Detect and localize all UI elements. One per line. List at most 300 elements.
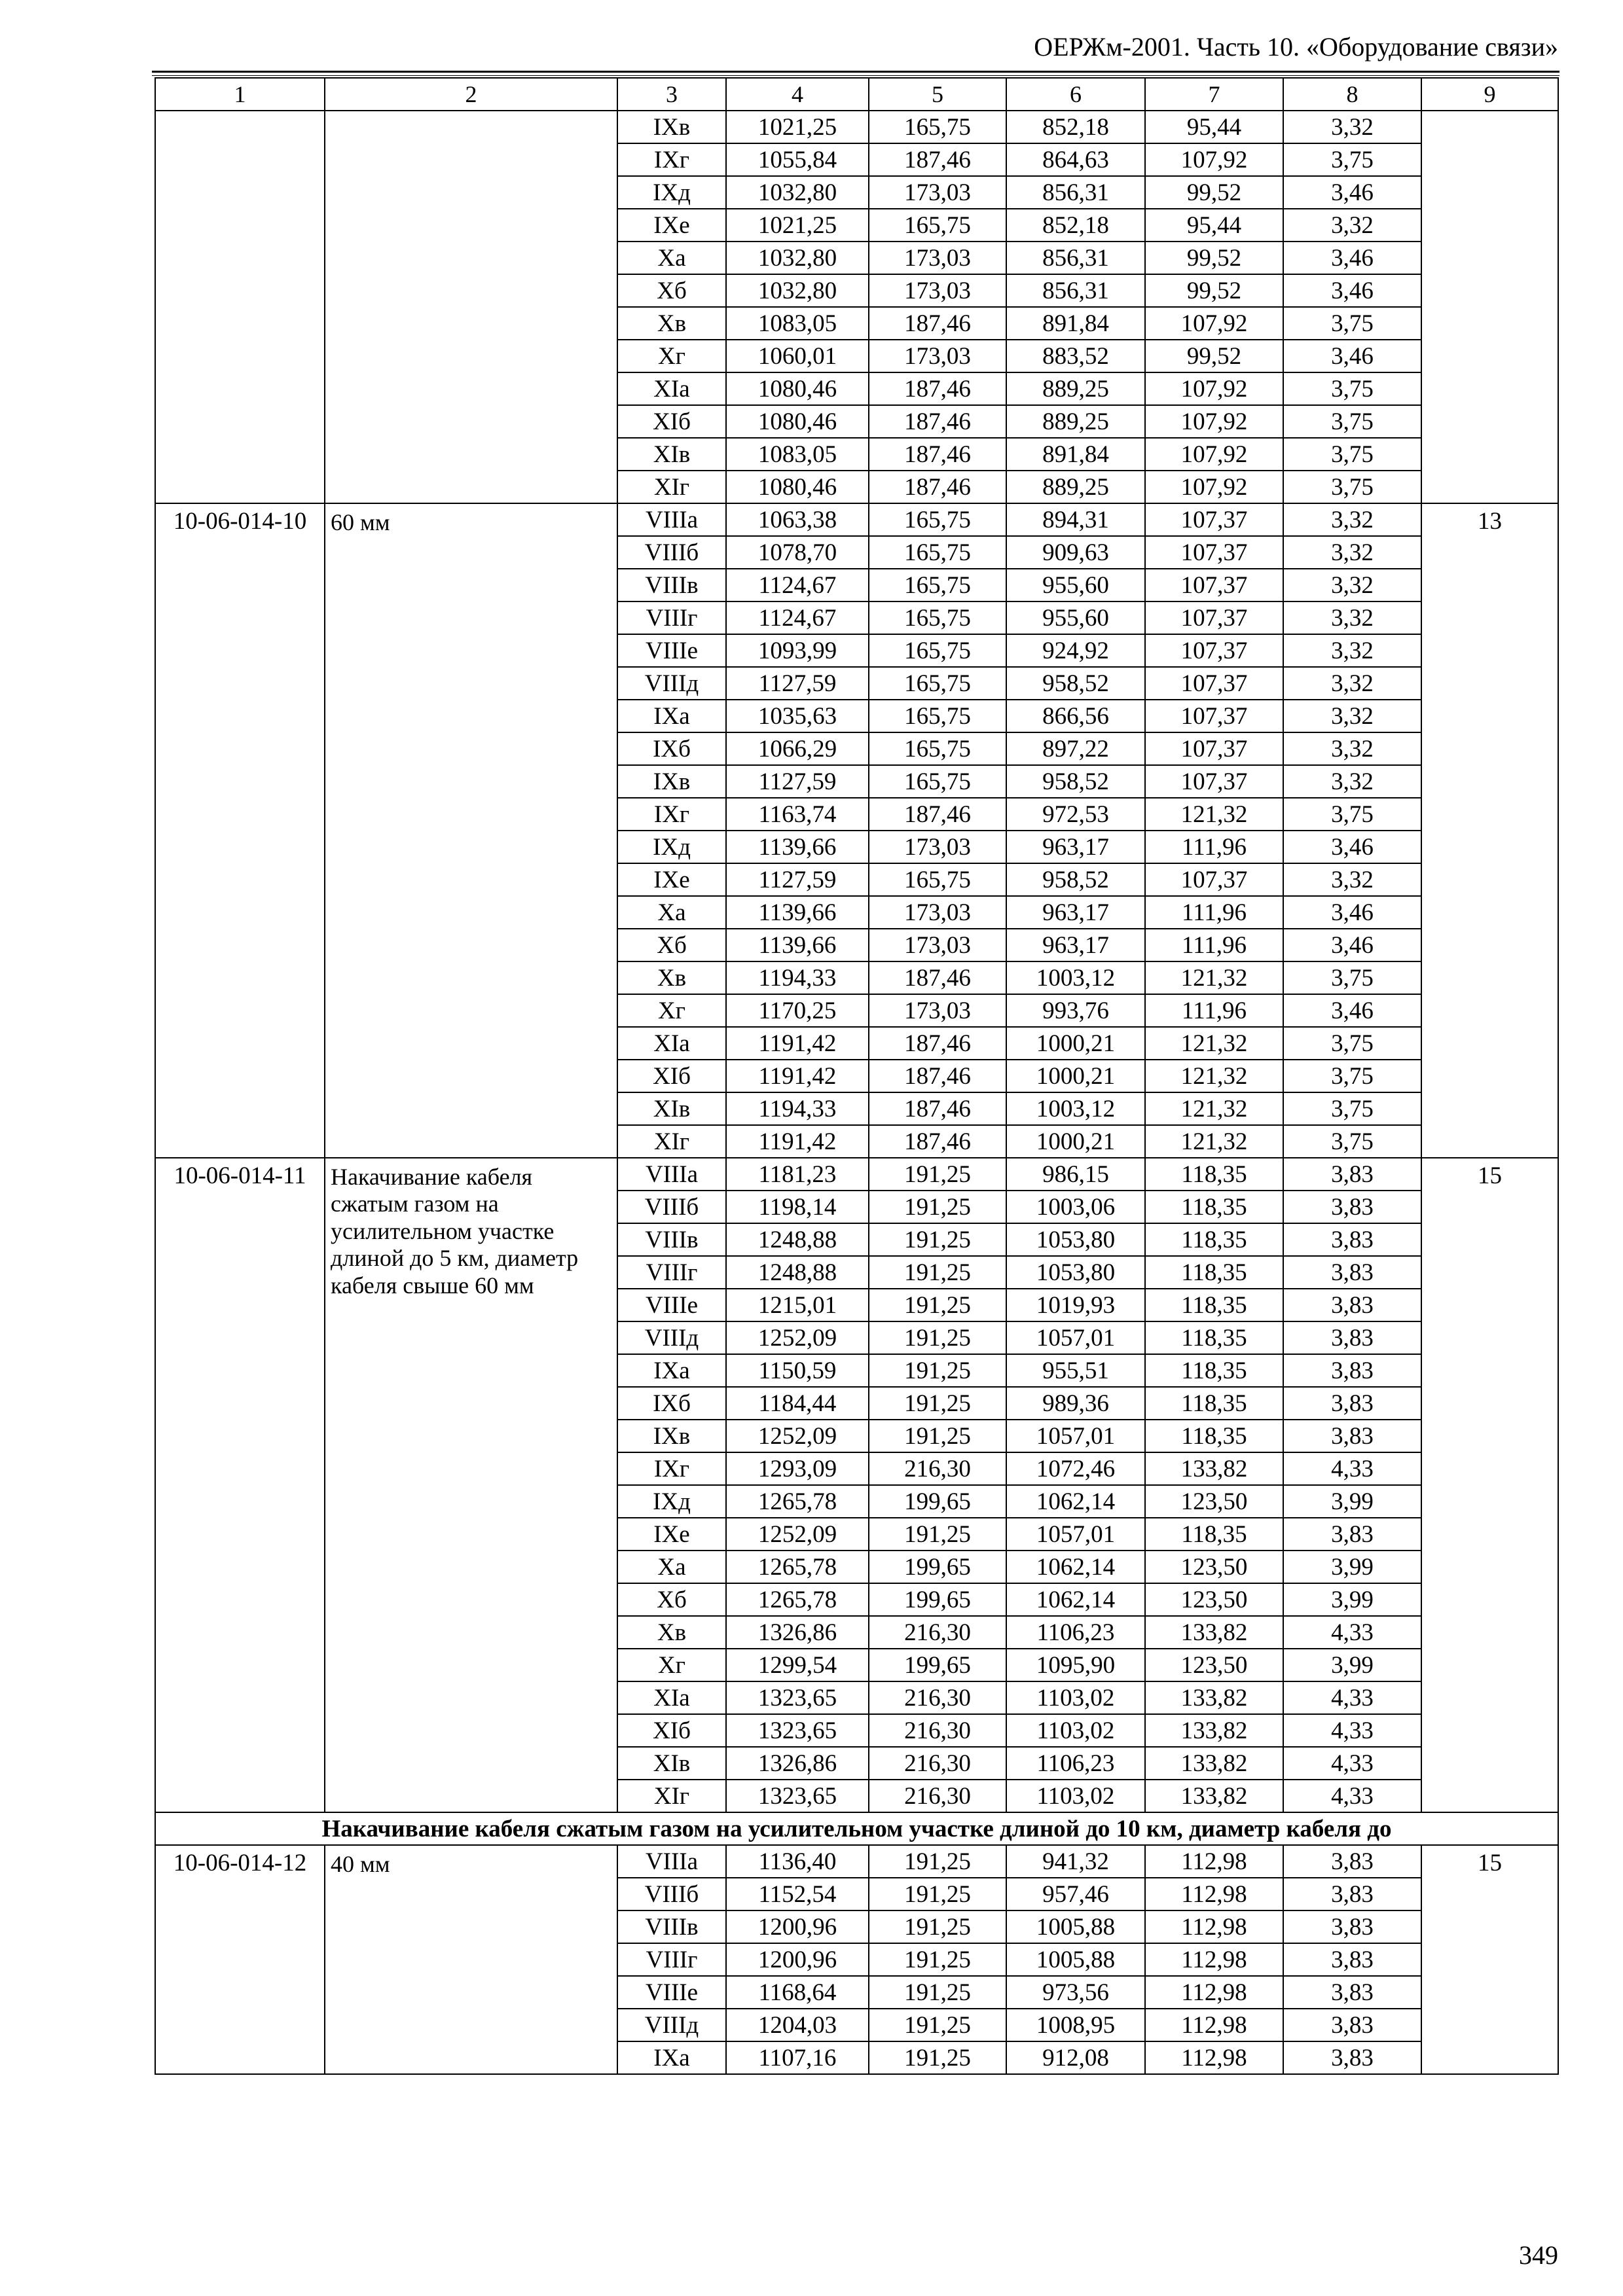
operator-wages-cell: 107,37: [1145, 732, 1283, 765]
machine-cost-cell: 958,52: [1006, 863, 1145, 896]
wages-cell: 191,25: [869, 1976, 1006, 2009]
total-cost-cell: 1080,46: [726, 372, 869, 405]
operator-wages-cell: 123,50: [1145, 1649, 1283, 1681]
total-cost-cell: 1194,33: [726, 961, 869, 994]
operator-wages-cell: 107,37: [1145, 601, 1283, 634]
total-cost-cell: 1198,14: [726, 1191, 869, 1223]
zone-cell: XIг: [617, 1125, 726, 1158]
rate-code-cell: 10-06-014-10: [155, 503, 325, 1158]
work-description-cell: Накачивание кабеля сжатым газом на усилительном участке длиной до 5 км, диаметр кабеля свыше 60 мм: [325, 1158, 617, 1812]
machine-cost-cell: 1103,02: [1006, 1780, 1145, 1812]
wages-cell: 173,03: [869, 274, 1006, 307]
zone-cell: Xб: [617, 1583, 726, 1616]
labor-cell: 3,46: [1283, 994, 1421, 1027]
header-rule: [152, 71, 1559, 73]
machine-cost-cell: 1057,01: [1006, 1420, 1145, 1452]
labor-cell: 3,99: [1283, 1649, 1421, 1681]
machine-cost-cell: 883,52: [1006, 340, 1145, 372]
zone-cell: VIIIд: [617, 2009, 726, 2041]
labor-cell: 3,75: [1283, 961, 1421, 994]
wages-cell: 187,46: [869, 471, 1006, 503]
operator-wages-cell: 107,37: [1145, 536, 1283, 569]
labor-cell: 3,32: [1283, 700, 1421, 732]
total-cost-cell: 1265,78: [726, 1583, 869, 1616]
operator-wages-cell: 121,32: [1145, 961, 1283, 994]
labor-cell: 3,32: [1283, 732, 1421, 765]
machine-cost-cell: 1005,88: [1006, 1943, 1145, 1976]
total-cost-cell: 1060,01: [726, 340, 869, 372]
zone-cell: IXе: [617, 1518, 726, 1551]
labor-cell: 4,33: [1283, 1780, 1421, 1812]
operator-wages-cell: 118,35: [1145, 1256, 1283, 1289]
column-header: 9: [1421, 78, 1558, 111]
machine-cost-cell: 891,84: [1006, 307, 1145, 340]
machine-cost-cell: 1019,93: [1006, 1289, 1145, 1321]
machine-cost-cell: 958,52: [1006, 667, 1145, 700]
column-header: 3: [617, 78, 726, 111]
wages-cell: 199,65: [869, 1485, 1006, 1518]
operator-wages-cell: 121,32: [1145, 798, 1283, 831]
wages-cell: 187,46: [869, 1092, 1006, 1125]
operator-wages-cell: 133,82: [1145, 1714, 1283, 1747]
total-cost-cell: 1200,96: [726, 1943, 869, 1976]
zone-cell: VIIIд: [617, 1321, 726, 1354]
machine-cost-cell: 924,92: [1006, 634, 1145, 667]
wages-cell: 165,75: [869, 634, 1006, 667]
machine-cost-cell: 1062,14: [1006, 1551, 1145, 1583]
zone-cell: IXе: [617, 209, 726, 242]
wages-cell: 173,03: [869, 929, 1006, 961]
machine-cost-cell: 856,31: [1006, 242, 1145, 274]
machine-cost-cell: 955,51: [1006, 1354, 1145, 1387]
machine-cost-cell: 852,18: [1006, 111, 1145, 143]
zone-cell: IXа: [617, 1354, 726, 1387]
total-cost-cell: 1326,86: [726, 1616, 869, 1649]
operator-wages-cell: 95,44: [1145, 111, 1283, 143]
wages-cell: 191,25: [869, 1158, 1006, 1191]
operator-wages-cell: 133,82: [1145, 1681, 1283, 1714]
labor-cell: 4,33: [1283, 1681, 1421, 1714]
machine-cost-cell: 912,08: [1006, 2041, 1145, 2074]
labor-cell: 3,83: [1283, 1943, 1421, 1976]
zone-cell: IXд: [617, 831, 726, 863]
zone-cell: Xв: [617, 961, 726, 994]
total-cost-cell: 1124,67: [726, 569, 869, 601]
wages-cell: 216,30: [869, 1747, 1006, 1780]
operator-wages-cell: 133,82: [1145, 1780, 1283, 1812]
labor-cell: 3,75: [1283, 307, 1421, 340]
zone-cell: VIIIг: [617, 1943, 726, 1976]
wages-cell: 199,65: [869, 1551, 1006, 1583]
machine-cost-cell: 993,76: [1006, 994, 1145, 1027]
machine-cost-cell: 1072,46: [1006, 1452, 1145, 1485]
header-rule-thin: [152, 75, 1559, 76]
total-cost-cell: 1191,42: [726, 1125, 869, 1158]
zone-cell: IXг: [617, 798, 726, 831]
wages-cell: 191,25: [869, 2041, 1006, 2074]
wages-cell: 191,25: [869, 1223, 1006, 1256]
wages-cell: 216,30: [869, 1452, 1006, 1485]
machine-cost-cell: 866,56: [1006, 700, 1145, 732]
work-description-cell: 40 мм: [325, 1845, 617, 2074]
operator-wages-cell: 118,35: [1145, 1354, 1283, 1387]
wages-cell: 187,46: [869, 372, 1006, 405]
total-cost-cell: 1248,88: [726, 1256, 869, 1289]
machine-cost-cell: 1095,90: [1006, 1649, 1145, 1681]
total-cost-cell: 1265,78: [726, 1551, 869, 1583]
operator-wages-cell: 133,82: [1145, 1616, 1283, 1649]
machine-cost-cell: 941,32: [1006, 1845, 1145, 1878]
operator-wages-cell: 107,92: [1145, 405, 1283, 438]
zone-cell: IXб: [617, 1387, 726, 1420]
zone-cell: XIа: [617, 1681, 726, 1714]
machine-cost-cell: 973,56: [1006, 1976, 1145, 2009]
wages-cell: 191,25: [869, 2009, 1006, 2041]
page-header-title: ОЕРЖм-2001. Часть 10. «Оборудование связи»: [1034, 32, 1558, 62]
column-9-cell: 13: [1421, 503, 1558, 1158]
machine-cost-cell: 957,46: [1006, 1878, 1145, 1910]
machine-cost-cell: 1053,80: [1006, 1223, 1145, 1256]
wages-cell: 199,65: [869, 1583, 1006, 1616]
total-cost-cell: 1150,59: [726, 1354, 869, 1387]
zone-cell: Xа: [617, 1551, 726, 1583]
labor-cell: 4,33: [1283, 1714, 1421, 1747]
labor-cell: 3,75: [1283, 471, 1421, 503]
column-number-row: [155, 78, 1558, 111]
operator-wages-cell: 133,82: [1145, 1747, 1283, 1780]
total-cost-cell: 1323,65: [726, 1780, 869, 1812]
operator-wages-cell: 123,50: [1145, 1485, 1283, 1518]
machine-cost-cell: 1106,23: [1006, 1616, 1145, 1649]
total-cost-cell: 1163,74: [726, 798, 869, 831]
labor-cell: 3,32: [1283, 503, 1421, 536]
zone-cell: XIа: [617, 372, 726, 405]
operator-wages-cell: 111,96: [1145, 831, 1283, 863]
total-cost-cell: 1124,67: [726, 601, 869, 634]
column-header: 5: [869, 78, 1006, 111]
wages-cell: 191,25: [869, 1878, 1006, 1910]
column-9-cell: 15: [1421, 1158, 1558, 1812]
labor-cell: 3,83: [1283, 1289, 1421, 1321]
labor-cell: 3,32: [1283, 111, 1421, 143]
operator-wages-cell: 112,98: [1145, 1976, 1283, 2009]
wages-cell: 173,03: [869, 340, 1006, 372]
total-cost-cell: 1080,46: [726, 471, 869, 503]
machine-cost-cell: 1000,21: [1006, 1125, 1145, 1158]
wages-cell: 165,75: [869, 209, 1006, 242]
zone-cell: Xг: [617, 994, 726, 1027]
labor-cell: 3,46: [1283, 176, 1421, 209]
table-row: [155, 1845, 1558, 1878]
operator-wages-cell: 118,35: [1145, 1191, 1283, 1223]
labor-cell: 3,83: [1283, 1191, 1421, 1223]
rates-table: [155, 77, 1559, 2075]
rate-code-cell: 10-06-014-12: [155, 1845, 325, 2074]
total-cost-cell: 1066,29: [726, 732, 869, 765]
machine-cost-cell: 1062,14: [1006, 1485, 1145, 1518]
wages-cell: 187,46: [869, 307, 1006, 340]
table-row: [155, 503, 1558, 536]
total-cost-cell: 1021,25: [726, 209, 869, 242]
wages-cell: 187,46: [869, 798, 1006, 831]
operator-wages-cell: 107,92: [1145, 438, 1283, 471]
zone-cell: Xв: [617, 1616, 726, 1649]
total-cost-cell: 1093,99: [726, 634, 869, 667]
total-cost-cell: 1055,84: [726, 143, 869, 176]
operator-wages-cell: 95,44: [1145, 209, 1283, 242]
wages-cell: 187,46: [869, 405, 1006, 438]
table-row: [155, 111, 1558, 143]
operator-wages-cell: 121,32: [1145, 1092, 1283, 1125]
operator-wages-cell: 123,50: [1145, 1583, 1283, 1616]
labor-cell: 3,83: [1283, 1256, 1421, 1289]
machine-cost-cell: 909,63: [1006, 536, 1145, 569]
work-description-cell: [325, 111, 617, 503]
table-row: [155, 1158, 1558, 1191]
zone-cell: VIIIг: [617, 601, 726, 634]
total-cost-cell: 1184,44: [726, 1387, 869, 1420]
labor-cell: 3,32: [1283, 209, 1421, 242]
operator-wages-cell: 121,32: [1145, 1060, 1283, 1092]
operator-wages-cell: 111,96: [1145, 896, 1283, 929]
wages-cell: 191,25: [869, 1321, 1006, 1354]
zone-cell: IXд: [617, 1485, 726, 1518]
machine-cost-cell: 894,31: [1006, 503, 1145, 536]
total-cost-cell: 1080,46: [726, 405, 869, 438]
machine-cost-cell: 963,17: [1006, 831, 1145, 863]
zone-cell: Xб: [617, 274, 726, 307]
labor-cell: 3,46: [1283, 340, 1421, 372]
operator-wages-cell: 121,32: [1145, 1125, 1283, 1158]
total-cost-cell: 1139,66: [726, 896, 869, 929]
operator-wages-cell: 99,52: [1145, 176, 1283, 209]
column-header: 1: [155, 78, 325, 111]
labor-cell: 3,75: [1283, 405, 1421, 438]
wages-cell: 187,46: [869, 1060, 1006, 1092]
zone-cell: IXа: [617, 2041, 726, 2074]
wages-cell: 173,03: [869, 242, 1006, 274]
wages-cell: 173,03: [869, 831, 1006, 863]
zone-cell: VIIIв: [617, 1910, 726, 1943]
operator-wages-cell: 107,92: [1145, 372, 1283, 405]
machine-cost-cell: 889,25: [1006, 405, 1145, 438]
machine-cost-cell: 1005,88: [1006, 1910, 1145, 1943]
labor-cell: 3,32: [1283, 569, 1421, 601]
labor-cell: 3,46: [1283, 274, 1421, 307]
machine-cost-cell: 958,52: [1006, 765, 1145, 798]
labor-cell: 3,83: [1283, 1976, 1421, 2009]
zone-cell: Xа: [617, 242, 726, 274]
labor-cell: 3,75: [1283, 372, 1421, 405]
wages-cell: 187,46: [869, 961, 1006, 994]
machine-cost-cell: 1008,95: [1006, 2009, 1145, 2041]
column-header: 7: [1145, 78, 1283, 111]
total-cost-cell: 1191,42: [726, 1027, 869, 1060]
zone-cell: Xв: [617, 307, 726, 340]
table-body: [155, 111, 1558, 2074]
wages-cell: 165,75: [869, 111, 1006, 143]
machine-cost-cell: 1103,02: [1006, 1714, 1145, 1747]
machine-cost-cell: 864,63: [1006, 143, 1145, 176]
machine-cost-cell: 1057,01: [1006, 1321, 1145, 1354]
zone-cell: XIб: [617, 405, 726, 438]
zone-cell: VIIIв: [617, 569, 726, 601]
labor-cell: 3,75: [1283, 798, 1421, 831]
wages-cell: 191,25: [869, 1191, 1006, 1223]
machine-cost-cell: 1103,02: [1006, 1681, 1145, 1714]
wages-cell: 165,75: [869, 667, 1006, 700]
wages-cell: 165,75: [869, 863, 1006, 896]
labor-cell: 3,32: [1283, 536, 1421, 569]
wages-cell: 191,25: [869, 1420, 1006, 1452]
wages-cell: 216,30: [869, 1681, 1006, 1714]
wages-cell: 187,46: [869, 1125, 1006, 1158]
zone-cell: VIIIа: [617, 1845, 726, 1878]
operator-wages-cell: 112,98: [1145, 1845, 1283, 1878]
machine-cost-cell: 955,60: [1006, 569, 1145, 601]
total-cost-cell: 1181,23: [726, 1158, 869, 1191]
machine-cost-cell: 963,17: [1006, 896, 1145, 929]
operator-wages-cell: 112,98: [1145, 2041, 1283, 2074]
labor-cell: 3,83: [1283, 1420, 1421, 1452]
zone-cell: IXв: [617, 1420, 726, 1452]
total-cost-cell: 1032,80: [726, 242, 869, 274]
wages-cell: 216,30: [869, 1714, 1006, 1747]
column-header: 6: [1006, 78, 1145, 111]
operator-wages-cell: 112,98: [1145, 1943, 1283, 1976]
zone-cell: IXг: [617, 143, 726, 176]
operator-wages-cell: 123,50: [1145, 1551, 1283, 1583]
total-cost-cell: 1252,09: [726, 1321, 869, 1354]
operator-wages-cell: 99,52: [1145, 340, 1283, 372]
wages-cell: 165,75: [869, 601, 1006, 634]
wages-cell: 173,03: [869, 994, 1006, 1027]
wages-cell: 165,75: [869, 700, 1006, 732]
zone-cell: VIIIг: [617, 1256, 726, 1289]
wages-cell: 191,25: [869, 1518, 1006, 1551]
column-header: 2: [325, 78, 617, 111]
total-cost-cell: 1083,05: [726, 307, 869, 340]
rate-code-cell: [155, 111, 325, 503]
machine-cost-cell: 1062,14: [1006, 1583, 1145, 1616]
labor-cell: 3,83: [1283, 1158, 1421, 1191]
zone-cell: IXд: [617, 176, 726, 209]
wages-cell: 187,46: [869, 438, 1006, 471]
wages-cell: 191,25: [869, 1256, 1006, 1289]
work-description-cell: 60 мм: [325, 503, 617, 1158]
labor-cell: 3,83: [1283, 2041, 1421, 2074]
labor-cell: 3,75: [1283, 1125, 1421, 1158]
zone-cell: Xг: [617, 340, 726, 372]
operator-wages-cell: 112,98: [1145, 1878, 1283, 1910]
total-cost-cell: 1127,59: [726, 765, 869, 798]
total-cost-cell: 1323,65: [726, 1681, 869, 1714]
zone-cell: VIIIе: [617, 1976, 726, 2009]
zone-cell: IXв: [617, 111, 726, 143]
operator-wages-cell: 112,98: [1145, 2009, 1283, 2041]
total-cost-cell: 1293,09: [726, 1452, 869, 1485]
total-cost-cell: 1127,59: [726, 667, 869, 700]
total-cost-cell: 1215,01: [726, 1289, 869, 1321]
zone-cell: XIв: [617, 438, 726, 471]
rate-code-cell: 10-06-014-11: [155, 1158, 325, 1812]
total-cost-cell: 1168,64: [726, 1976, 869, 2009]
operator-wages-cell: 111,96: [1145, 994, 1283, 1027]
machine-cost-cell: 1106,23: [1006, 1747, 1145, 1780]
labor-cell: 3,32: [1283, 765, 1421, 798]
operator-wages-cell: 99,52: [1145, 242, 1283, 274]
page-number: 349: [1519, 2240, 1558, 2270]
zone-cell: XIв: [617, 1092, 726, 1125]
labor-cell: 3,83: [1283, 1223, 1421, 1256]
labor-cell: 3,83: [1283, 1845, 1421, 1878]
labor-cell: 3,83: [1283, 1354, 1421, 1387]
total-cost-cell: 1252,09: [726, 1518, 869, 1551]
total-cost-cell: 1265,78: [726, 1485, 869, 1518]
wages-cell: 165,75: [869, 765, 1006, 798]
zone-cell: VIIIе: [617, 634, 726, 667]
zone-cell: VIIIб: [617, 536, 726, 569]
operator-wages-cell: 107,37: [1145, 667, 1283, 700]
wages-cell: 191,25: [869, 1354, 1006, 1387]
labor-cell: 3,83: [1283, 1321, 1421, 1354]
total-cost-cell: 1248,88: [726, 1223, 869, 1256]
operator-wages-cell: 118,35: [1145, 1321, 1283, 1354]
operator-wages-cell: 107,92: [1145, 471, 1283, 503]
machine-cost-cell: 986,15: [1006, 1158, 1145, 1191]
machine-cost-cell: 989,36: [1006, 1387, 1145, 1420]
machine-cost-cell: 1003,12: [1006, 961, 1145, 994]
labor-cell: 3,32: [1283, 601, 1421, 634]
zone-cell: Xа: [617, 896, 726, 929]
operator-wages-cell: 121,32: [1145, 1027, 1283, 1060]
labor-cell: 3,75: [1283, 1060, 1421, 1092]
rates-table-container: [155, 77, 1558, 2075]
zone-cell: Xг: [617, 1649, 726, 1681]
operator-wages-cell: 107,37: [1145, 634, 1283, 667]
wages-cell: 165,75: [869, 732, 1006, 765]
total-cost-cell: 1194,33: [726, 1092, 869, 1125]
labor-cell: 3,83: [1283, 1878, 1421, 1910]
total-cost-cell: 1139,66: [726, 929, 869, 961]
labor-cell: 3,75: [1283, 438, 1421, 471]
machine-cost-cell: 1000,21: [1006, 1060, 1145, 1092]
total-cost-cell: 1032,80: [726, 176, 869, 209]
total-cost-cell: 1035,63: [726, 700, 869, 732]
labor-cell: 4,33: [1283, 1616, 1421, 1649]
total-cost-cell: 1200,96: [726, 1910, 869, 1943]
total-cost-cell: 1139,66: [726, 831, 869, 863]
operator-wages-cell: 118,35: [1145, 1158, 1283, 1191]
section-heading: Накачивание кабеля сжатым газом на усилительном участке длиной до 10 км, диаметр кабеля до: [155, 1812, 1558, 1845]
labor-cell: 3,99: [1283, 1485, 1421, 1518]
zone-cell: XIа: [617, 1027, 726, 1060]
zone-cell: IXе: [617, 863, 726, 896]
wages-cell: 173,03: [869, 176, 1006, 209]
total-cost-cell: 1204,03: [726, 2009, 869, 2041]
machine-cost-cell: 1003,12: [1006, 1092, 1145, 1125]
machine-cost-cell: 1003,06: [1006, 1191, 1145, 1223]
machine-cost-cell: 852,18: [1006, 209, 1145, 242]
machine-cost-cell: 972,53: [1006, 798, 1145, 831]
operator-wages-cell: 112,98: [1145, 1910, 1283, 1943]
column-header: 4: [726, 78, 869, 111]
operator-wages-cell: 107,92: [1145, 307, 1283, 340]
labor-cell: 3,46: [1283, 242, 1421, 274]
wages-cell: 216,30: [869, 1616, 1006, 1649]
total-cost-cell: 1107,16: [726, 2041, 869, 2074]
labor-cell: 3,83: [1283, 1910, 1421, 1943]
